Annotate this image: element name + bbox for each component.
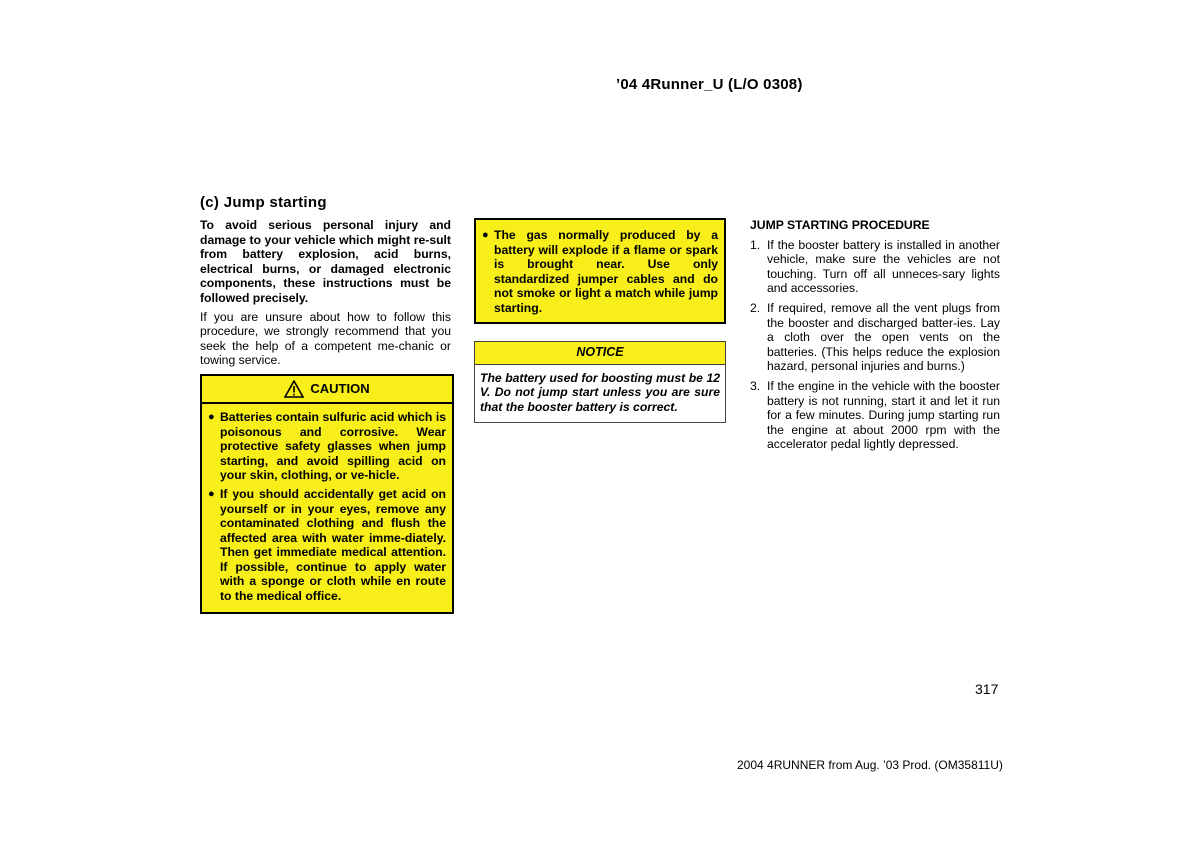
step-text: If the engine in the vehicle with the booster battery is not running, start it and let it run for a few minutes. During jump starting run the engine at about 2000 rpm with the accelerator pedal lightly depressed.: [767, 378, 1000, 452]
caution-item-text: If you should accidentally get acid on yourself or in your eyes, remove any contaminated clothing and flush the affected area with water imme-diately. Then get immediate medical attention. If possible, continue to apply water with a sponge or cloth while en route to the medical office.: [220, 486, 446, 604]
warning-triangle-icon: [284, 380, 304, 398]
step-number: 1.: [750, 237, 761, 252]
caution-item-text: Batteries contain sulfuric acid which is poisonous and corrosive. Wear protective safety glasses when jump starting, and avoid spilling acid on your skin, clothing, or ve-hicle.: [220, 409, 446, 483]
procedure-step: [750, 301, 1000, 374]
step-number: 2.: [750, 300, 761, 315]
caution-label: CAUTION: [310, 380, 370, 396]
procedure-step: [750, 238, 1000, 296]
caution-item: [208, 410, 446, 483]
procedure-title: JUMP STARTING PROCEDURE: [750, 218, 930, 232]
notice-box: [474, 341, 726, 424]
bullet-icon: ●: [482, 229, 489, 241]
intro-paragraph: If you are unsure about how to follow this procedure, we strongly recommend that you seek the help of a competent me-chanic or towing service.: [200, 309, 451, 368]
step-number: 3.: [750, 378, 761, 393]
footer-text: 2004 4RUNNER from Aug. ’03 Prod. (OM35811U): [737, 758, 1003, 772]
warning-intro: To avoid serious personal injury and damage to your vehicle which might re-sult from battery explosion, acid burns, electrical burns, or damaged electronic components, these instructions must be followed precisely.: [200, 218, 451, 305]
caution-item-text: The gas normally produced by a battery will explode if a flame or spark is brought near. Use only standardized jumper cables and do not smoke or light a match while jump starting.: [494, 228, 718, 315]
caution-item: [208, 487, 446, 604]
bullet-icon: ●: [208, 410, 215, 423]
procedure-step: [750, 379, 1000, 452]
step-text: If the booster battery is installed in another vehicle, make sure the vehicles are not touching. Turn off all unneces-sary lights and accessories.: [767, 237, 1000, 296]
document-header-title: ’04 4Runner_U (L/O 0308): [616, 76, 803, 93]
caution-item: [482, 228, 718, 316]
middle-column: [474, 218, 726, 423]
step-text: If required, remove all the vent plugs from the booster and discharged batter-ies. Lay a cloth over the open vents on the batteries. (This helps reduce the explosion hazard, personal injuries and burns.): [767, 300, 1000, 374]
page-number: 317: [975, 681, 999, 697]
right-column: [750, 218, 1000, 457]
bullet-icon: ●: [208, 487, 215, 500]
caution-box: [200, 374, 454, 614]
section-title: (c) Jump starting: [200, 194, 327, 211]
notice-header: NOTICE: [475, 342, 725, 365]
left-column: [200, 218, 451, 614]
caution-header: [202, 376, 452, 404]
caution-body: [202, 404, 452, 612]
notice-text: The battery used for boosting must be 12 V. Do not jump start unless you are sure that the booster battery is correct.: [480, 370, 720, 414]
caution-continued-box: [474, 218, 726, 324]
